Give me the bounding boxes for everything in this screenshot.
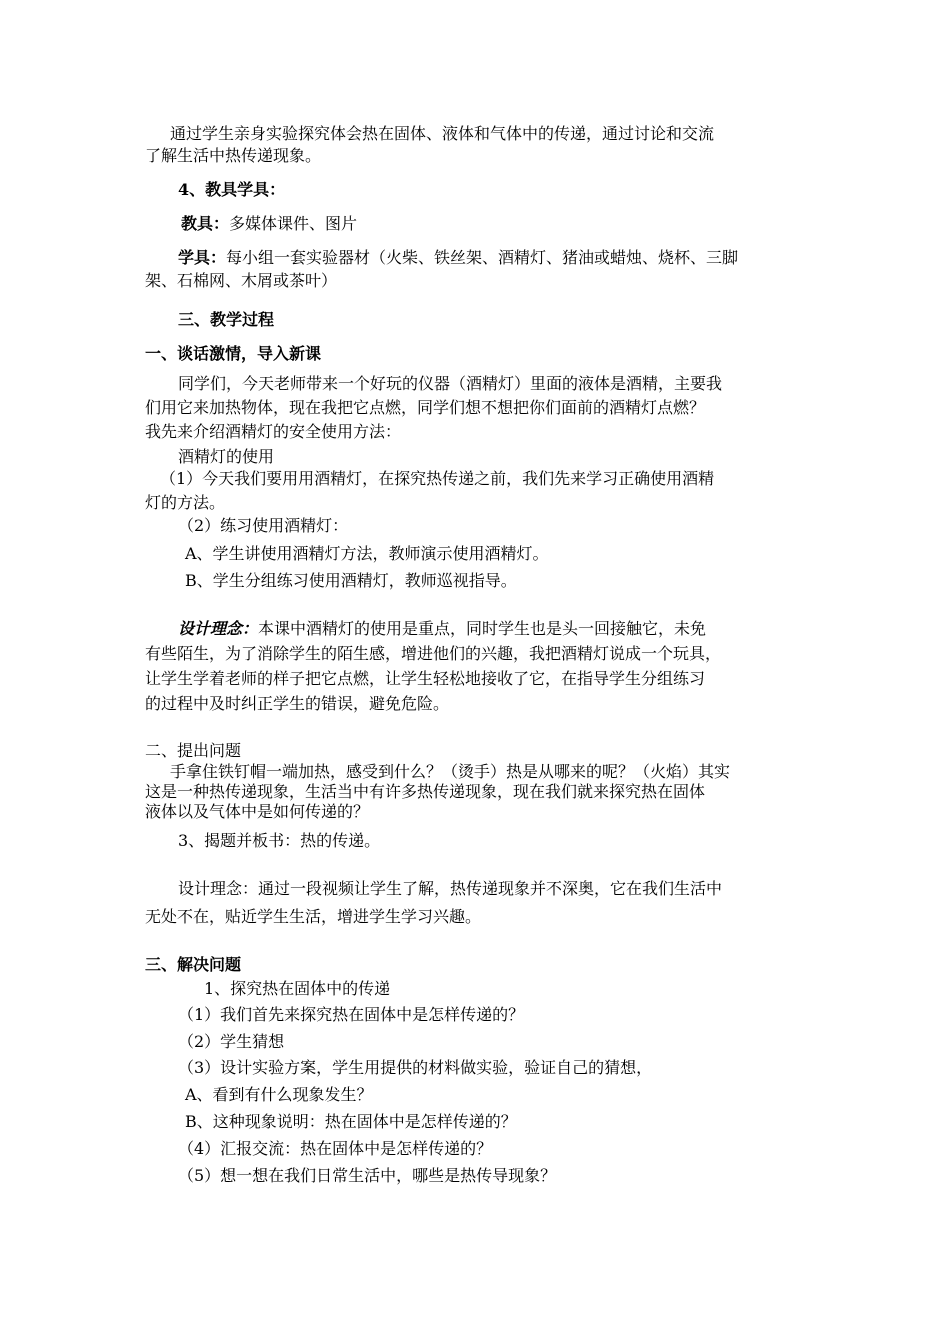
part3-q3: （3）设计实验方案，学生用提供的材料做实验，验证自己的猜想，: [178, 1058, 653, 1077]
part1-para-line-2: 们用它来加热物体，现在我把它点燃，同学们想不想把你们面前的酒精灯点燃？: [145, 398, 706, 417]
part2-para-line-1: 手拿住铁钉帽一端加热，感受到什么？（烫手）热是从哪来的呢？（火焰）其实: [170, 762, 731, 781]
student-tools-label: 学具：: [178, 248, 227, 267]
part1-para-line-3: 我先来介绍酒精灯的安全使用方法：: [145, 422, 402, 441]
teaching-tools-value: 多媒体课件、图片: [229, 214, 358, 233]
student-tools-line-2: 架、石棉网、木屑或茶叶）: [145, 271, 338, 290]
part3-q3-a: A、看到有什么现象发生？: [185, 1085, 373, 1104]
teaching-tools-label: 教具：: [181, 214, 230, 233]
part2-para-line-3: 液体以及气体中是如何传递的？: [145, 802, 370, 821]
intro-line-1: 通过学生亲身实验探究体会热在固体、液体和气体中的传递，通过讨论和交流: [170, 124, 715, 143]
student-tools-line-1: [178, 247, 738, 269]
part3-q4: （4）汇报交流：热在固体中是怎样传递的？: [178, 1139, 493, 1158]
intro-line-2: 了解生活中热传递现象。: [145, 146, 322, 165]
part3-q3-b: B、这种现象说明：热在固体中是怎样传递的？: [185, 1112, 517, 1131]
design-concept-label: 设计理念：: [178, 619, 259, 638]
part1-para-line-1: 同学们，今天老师带来一个好玩的仪器（酒精灯）里面的液体是酒精，主要我: [178, 374, 723, 393]
step1-line-1: （1）今天我们要用用酒精灯，在探究热传递之前，我们先来学习正确使用酒精: [160, 469, 715, 488]
part3-q2: （2）学生猜想: [178, 1032, 285, 1051]
tools-heading: 4、教具学具：: [178, 180, 286, 199]
design-concept-text-1: 本课中酒精灯的使用是重点，同时学生也是头一回接触它，未免: [258, 619, 707, 638]
reveal-topic: 3、揭题并板书：热的传递。: [178, 831, 381, 850]
part2-para-line-2: 这是一种热传递现象，生活当中有许多热传递现象，现在我们就来探究热在固体: [145, 782, 706, 801]
step2-item-b: B、学生分组练习使用酒精灯，教师巡视指导。: [185, 571, 517, 590]
design-concept-line-2: 有些陌生，为了消除学生的陌生感，增进他们的兴趣，我把酒精灯说成一个玩具，: [145, 644, 722, 663]
part2-design-line-2: 无处不在，贴近学生生活，增进学生学习兴趣。: [145, 907, 482, 926]
part3-q1: （1）我们首先来探究热在固体中是怎样传递的？: [178, 1005, 525, 1024]
teaching-tools-line: [181, 213, 357, 235]
step2-item-a: A、学生讲使用酒精灯方法，教师演示使用酒精灯。: [185, 544, 549, 563]
design-concept-line-1: [178, 618, 706, 640]
part1-heading: 一、谈话激情，导入新课: [145, 344, 322, 363]
step2-title: （2）练习使用酒精灯：: [178, 516, 349, 535]
step1-line-2: 灯的方法。: [145, 493, 226, 512]
part2-design-line-1: 设计理念：通过一段视频让学生了解，热传递现象并不深奥，它在我们生活中: [178, 879, 723, 898]
part3-q5: （5）想一想在我们日常生活中，哪些是热传导现象？: [178, 1166, 557, 1185]
process-heading: 三、教学过程: [178, 310, 275, 329]
part3-sub-1: 1、探究热在固体中的传递: [204, 979, 391, 998]
part2-heading: 二、提出问题: [145, 741, 242, 760]
part3-heading: 三、解决问题: [145, 955, 242, 974]
student-tools-value-1: 每小组一套实验器材（火柴、铁丝架、酒精灯、猪油或蜡烛、烧杯、三脚: [226, 248, 739, 267]
design-concept-line-4: 的过程中及时纠正学生的错误，避免危险。: [145, 694, 450, 713]
lamp-use-title: 酒精灯的使用: [178, 447, 275, 466]
design-concept-line-3: 让学生学着老师的样子把它点燃，让学生轻松地接收了它，在指导学生分组练习: [145, 669, 706, 688]
